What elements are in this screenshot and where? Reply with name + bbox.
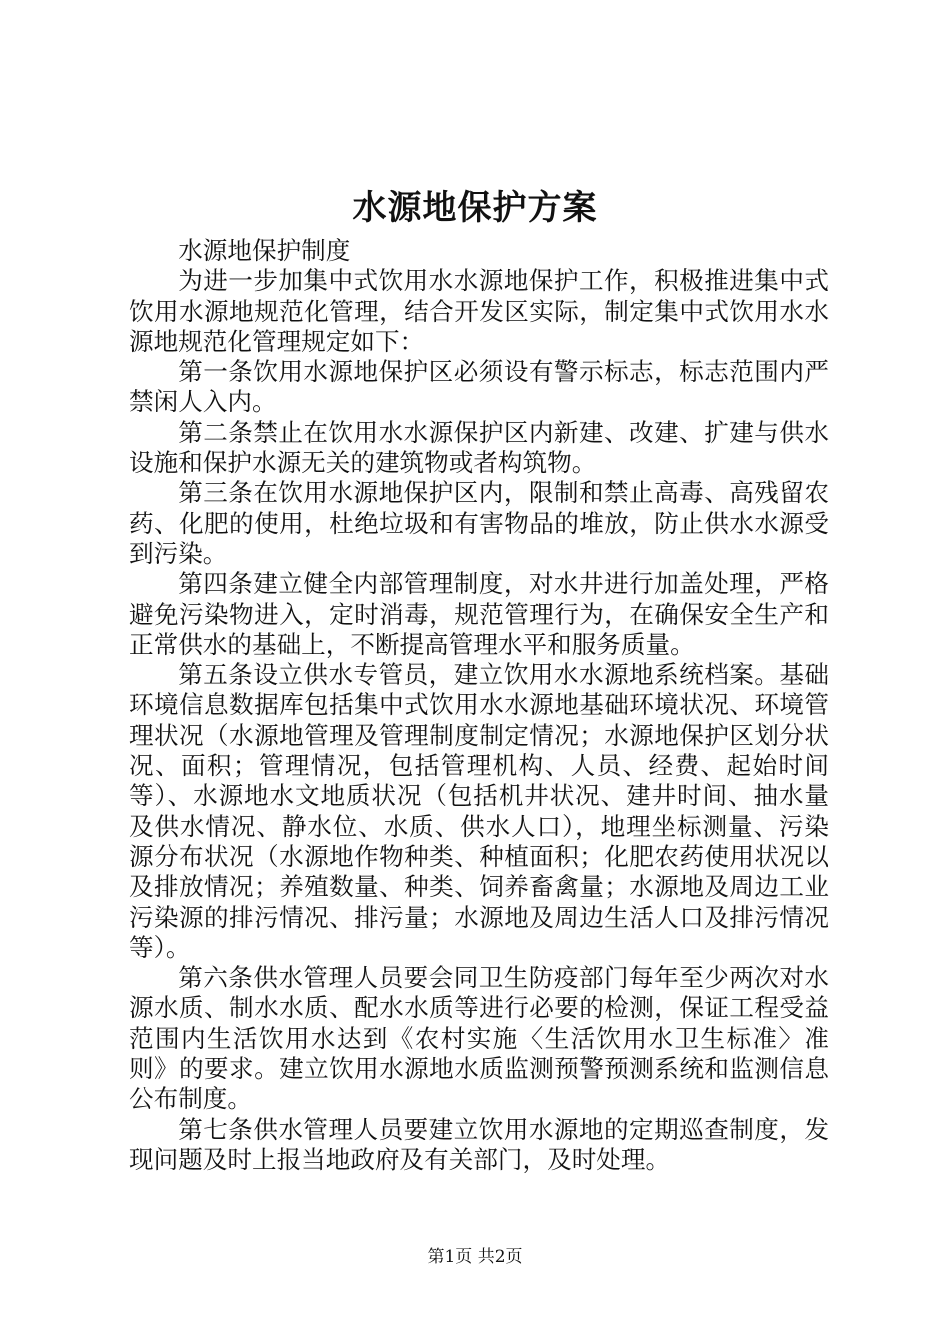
- paragraph-intro: 为进一步加集中式饮用水水源地保护工作，积极推进集中式饮用水源地规范化管理，结合开发区实际，制定集中式饮用水水源地规范化管理规定如下：: [129, 266, 829, 356]
- document-title: 水源地保护方案: [352, 188, 598, 228]
- page-number-footer: 第1页 共2页: [427, 1247, 523, 1267]
- paragraph-article-4: 第四条建立健全内部管理制度，对水井进行加盖处理，严格避免污染物进入，定时消毒，规范管理行为，在确保安全生产和正常供水的基础上，不断提高管理水平和服务质量。: [129, 569, 829, 659]
- paragraph-subtitle: 水源地保护制度: [178, 236, 351, 265]
- paragraph-article-6: 第六条供水管理人员要会同卫生防疫部门每年至少两次对水源水质、制水水质、配水水质等进行必要的检测，保证工程受益范围内生活饮用水达到《农村实施〈生活饮用水卫生标准〉准则》的要求。建立饮用水源地水质监测预警预测系统和监测信息公布制度。: [129, 963, 829, 1114]
- paragraph-article-3: 第三条在饮用水源地保护区内，限制和禁止高毒、高残留农药、化肥的使用，杜绝垃圾和有害物品的堆放，防止供水水源受到污染。: [129, 478, 829, 568]
- paragraph-article-2: 第二条禁止在饮用水水源保护区内新建、改建、扩建与供水设施和保护水源无关的建筑物或者构筑物。: [129, 417, 829, 478]
- paragraph-article-1: 第一条饮用水源地保护区必须设有警示标志，标志范围内严禁闲人入内。: [129, 357, 829, 417]
- paragraph-article-7: 第七条供水管理人员要建立饮用水源地的定期巡查制度，发现问题及时上报当地政府及有关部门，及时处理。: [129, 1114, 829, 1174]
- document-body: [129, 236, 829, 1175]
- paragraph-article-5: 第五条设立供水专管员，建立饮用水水源地系统档案。基础环境信息数据库包括集中式饮用水水源地基础环境状况、环境管理状况（水源地管理及管理制度制定情况；水源地保护区划分状况、面积；管理情况，包括管理机构、人员、经费、起始时间等）、水源地水文地质状况（包括机井状况、建井时间、抽水量及供水情况、静水位、水质、供水人口），地理坐标测量、污染源分布状况（水源地作物种类、种植面积；化肥农药使用状况以及排放情况；养殖数量、种类、饲养畜禽量；水源地及周边工业污染源的排污情况、排污量；水源地及周边生活人口及排污情况等）。: [129, 660, 829, 962]
